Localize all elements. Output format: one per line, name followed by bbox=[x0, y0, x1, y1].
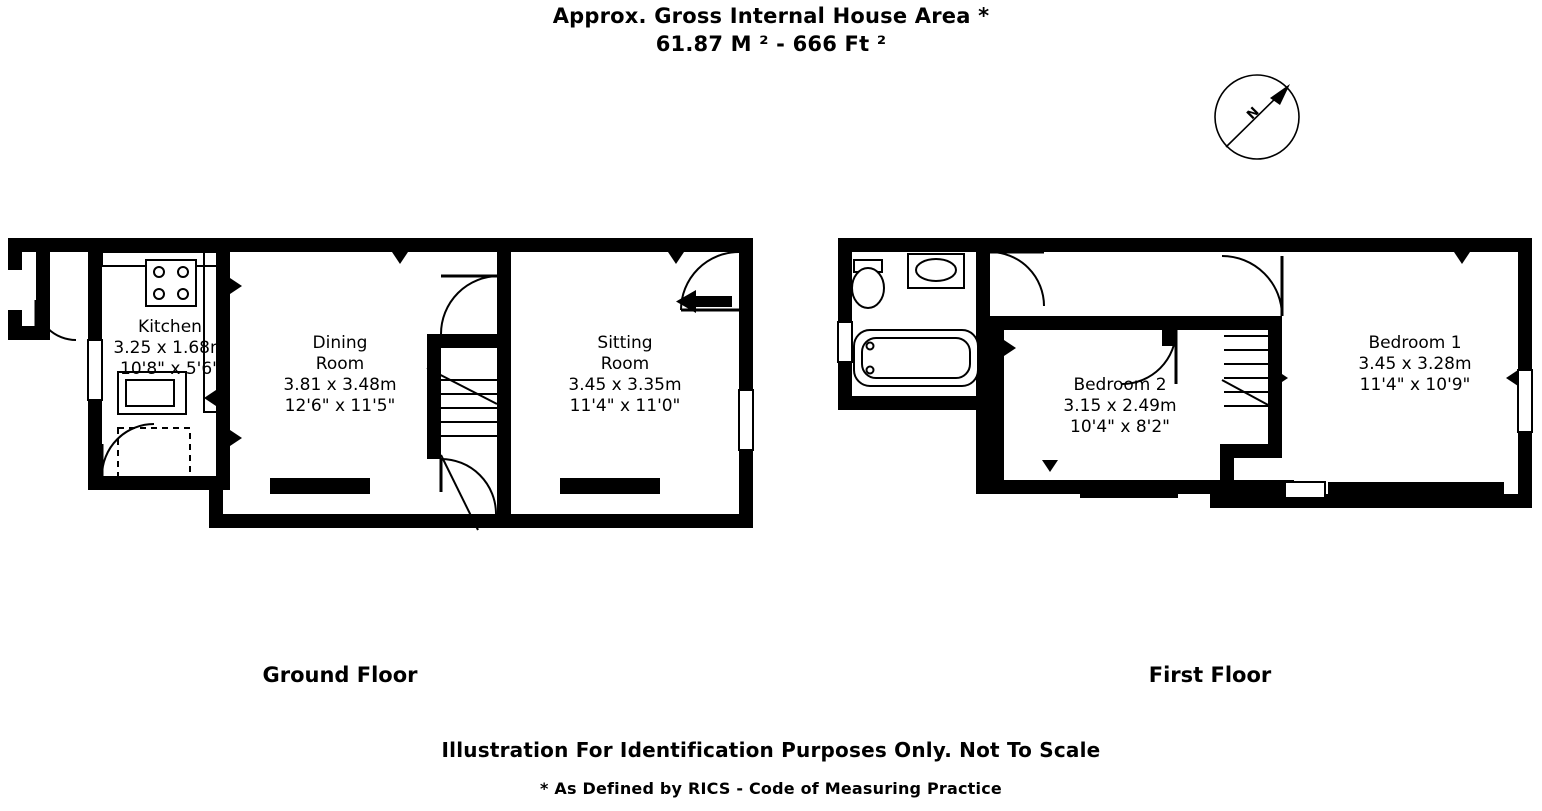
dining-name-line1: Dining bbox=[312, 333, 368, 353]
kitchen-metric: 3.25 x 1.68m bbox=[113, 338, 227, 358]
sitting-name-line1: Sitting bbox=[597, 333, 653, 353]
compass-rose bbox=[1212, 72, 1302, 162]
footer-rics-note: * As Defined by RICS - Code of Measuring Practice bbox=[540, 779, 1002, 798]
kitchen-imperial: 10'8" x 5'6" bbox=[120, 359, 220, 379]
kitchen-name: Kitchen bbox=[138, 317, 202, 337]
sitting-name-line2: Room bbox=[600, 354, 650, 374]
bedroom1-name: Bedroom 1 bbox=[1368, 333, 1462, 353]
bedroom2-name: Bedroom 2 bbox=[1073, 375, 1167, 395]
bedroom1-metric: 3.45 x 3.28m bbox=[1358, 354, 1472, 374]
dining-imperial: 12'6" x 11'5" bbox=[284, 396, 396, 416]
sitting-imperial: 11'4" x 11'0" bbox=[569, 396, 681, 416]
page-title-line1: Approx. Gross Internal House Area * bbox=[552, 4, 990, 28]
bathroom-fixtures bbox=[852, 254, 978, 386]
bedroom1-imperial: 11'4" x 10'9" bbox=[1359, 375, 1471, 395]
room-label-kitchen bbox=[90, 317, 250, 380]
bedroom2-imperial: 10'4" x 8'2" bbox=[1070, 417, 1170, 437]
ground-floor-label: Ground Floor bbox=[262, 663, 418, 687]
bedroom2-metric: 3.15 x 2.49m bbox=[1063, 396, 1177, 416]
room-label-sitting bbox=[535, 333, 715, 417]
room-label-bedroom-1 bbox=[1320, 333, 1510, 396]
dining-metric: 3.81 x 3.48m bbox=[283, 375, 397, 395]
page-title-line2: 61.87 M ² - 666 Ft ² bbox=[655, 32, 887, 56]
footer-disclaimer: Illustration For Identification Purposes Only. Not To Scale bbox=[441, 738, 1101, 762]
first-floor-label: First Floor bbox=[1148, 663, 1272, 687]
compass-north-letter: N bbox=[1244, 104, 1263, 123]
dining-name-line2: Room bbox=[315, 354, 365, 374]
room-label-bedroom-2 bbox=[1030, 375, 1210, 438]
room-label-dining bbox=[250, 333, 430, 417]
sitting-metric: 3.45 x 3.35m bbox=[568, 375, 682, 395]
